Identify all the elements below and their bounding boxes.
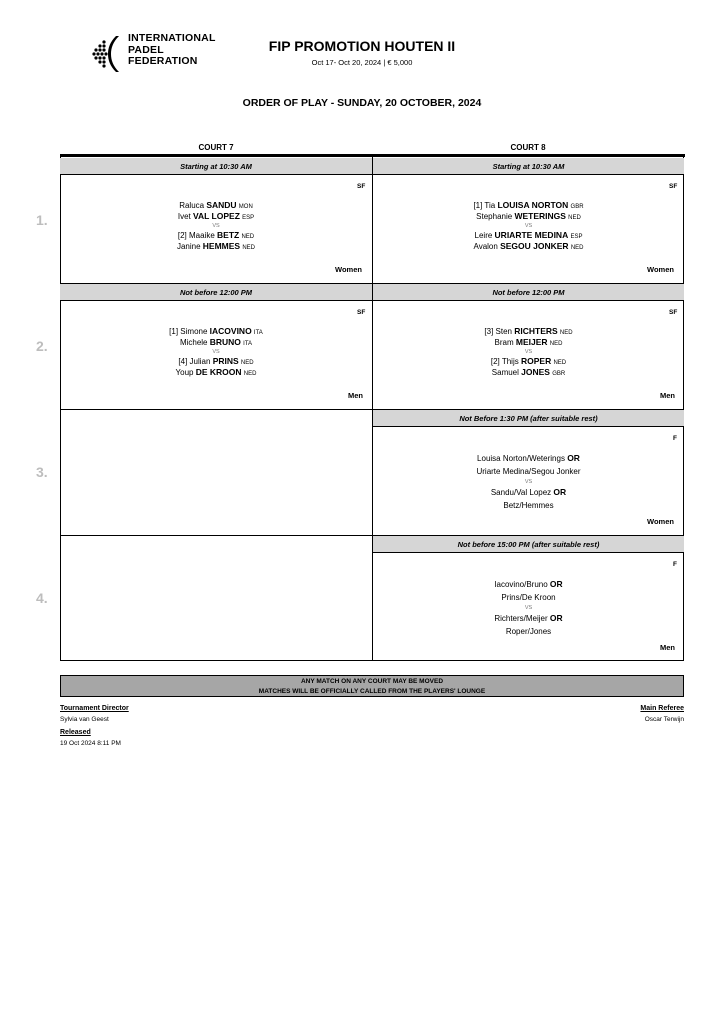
category-label: Men xyxy=(348,391,363,400)
player-line: Raluca SANDU MON xyxy=(179,200,253,210)
player-line: Iacovino/Bruno OR xyxy=(494,579,563,589)
released-value: 19 Oct 2024 8:11 PM xyxy=(60,740,121,747)
player-line: [3] Sten RICHTERS NED xyxy=(484,326,573,336)
player-line: Avalon SEGOU JONKER NED xyxy=(473,241,584,251)
round-label: SF xyxy=(357,183,366,190)
notice-banner xyxy=(60,675,684,697)
director-name: Sylvia van Geest xyxy=(60,716,109,723)
org-line-1: INTERNATIONAL xyxy=(128,32,216,44)
player-line: Uriarte Medina/Segou Jonker xyxy=(476,467,581,476)
time-slot: Starting at 10:30 AM xyxy=(373,158,684,175)
category-label: Women xyxy=(647,265,674,274)
player-line: Roper/Jones xyxy=(505,627,552,636)
row-number: 1. xyxy=(36,212,48,228)
round-label: SF xyxy=(669,309,678,316)
court-8-header: COURT 8 xyxy=(510,143,546,152)
player-line: Youp DE KROON NED xyxy=(175,367,257,377)
vs-label: VS xyxy=(524,479,533,485)
referee-name: Oscar Terwijn xyxy=(644,716,684,723)
player-line: Samuel JONES GBR xyxy=(491,367,566,377)
player-line: [1] Tia LOUISA NORTON GBR xyxy=(473,200,584,210)
row-number: 3. xyxy=(36,464,48,480)
match-row1-court7 xyxy=(60,200,372,252)
notice-line: MATCHES WILL BE OFFICIALLY CALLED FROM THE PLAYERS' LOUNGE xyxy=(258,687,486,695)
category-label: Women xyxy=(335,265,362,274)
player-line: Janine HEMMES NED xyxy=(176,241,256,251)
time-slot: Not before 15:00 PM (after suitable rest) xyxy=(373,536,684,553)
match-row2-court8 xyxy=(373,326,684,378)
match-row2-court7 xyxy=(60,326,372,378)
match-row3-court8 xyxy=(373,452,684,512)
order-of-play-title: ORDER OF PLAY - SUNDAY, 20 OCTOBER, 2024 xyxy=(242,97,482,109)
referee-label: Main Referee xyxy=(640,705,684,712)
player-line: [2] Thijs ROPER NED xyxy=(490,356,567,366)
tournament-title: FIP PROMOTION HOUTEN II xyxy=(268,38,456,54)
match-row4-court8 xyxy=(373,578,684,638)
vs-label: VS xyxy=(212,223,220,229)
org-line-3: FEDERATION xyxy=(128,55,198,67)
notice-line: ANY MATCH ON ANY COURT MAY BE MOVED xyxy=(300,678,444,685)
round-label: F xyxy=(673,561,677,568)
time-slot: Starting at 10:30 AM xyxy=(60,158,372,175)
vs-label: VS xyxy=(524,349,533,355)
category-label: Men xyxy=(660,391,675,400)
player-line: [4] Julian PRINS NED xyxy=(178,356,254,366)
row-number: 2. xyxy=(36,338,48,354)
player-line: [1] Simone IACOVINO ITA xyxy=(169,326,263,336)
player-line: Louisa Norton/Weterings OR xyxy=(477,453,580,463)
category-label: Men xyxy=(660,643,675,652)
player-line: Prins/De Kroon xyxy=(501,593,556,602)
player-line: Sandu/Val Lopez OR xyxy=(490,487,567,497)
match-row1-court8 xyxy=(373,200,684,252)
director-label: Tournament Director xyxy=(60,705,129,712)
vs-label: VS xyxy=(524,605,533,611)
vs-label: VS xyxy=(212,349,220,355)
player-line: Richters/Meijer OR xyxy=(494,613,563,623)
player-line: Bram MEIJER NED xyxy=(494,337,563,347)
tournament-subtitle: Oct 17- Oct 20, 2024 | € 5,000 xyxy=(311,58,413,67)
category-label: Women xyxy=(647,517,674,526)
player-line: Stephanie WETERINGS NED xyxy=(476,211,581,221)
row-number: 4. xyxy=(36,590,48,606)
vs-label: VS xyxy=(524,223,533,229)
round-label: SF xyxy=(357,309,366,316)
time-slot: Not before 12:00 PM xyxy=(373,284,684,301)
player-line: Ivet VAL LOPEZ ESP xyxy=(177,211,255,221)
round-label: SF xyxy=(669,183,678,190)
time-slot: Not before 12:00 PM xyxy=(60,284,372,301)
player-line: Michele BRUNO ITA xyxy=(179,337,253,347)
player-line: Leire URIARTE MEDINA ESP xyxy=(474,230,583,240)
court-7-header: COURT 7 xyxy=(198,143,234,152)
round-label: F xyxy=(673,435,677,442)
player-line: [2] Maaike BETZ NED xyxy=(177,230,255,240)
time-slot: Not Before 1:30 PM (after suitable rest) xyxy=(373,410,684,427)
released-label: Released xyxy=(60,729,91,736)
player-line: Betz/Hemmes xyxy=(503,501,554,510)
org-line-2: PADEL xyxy=(128,43,164,56)
